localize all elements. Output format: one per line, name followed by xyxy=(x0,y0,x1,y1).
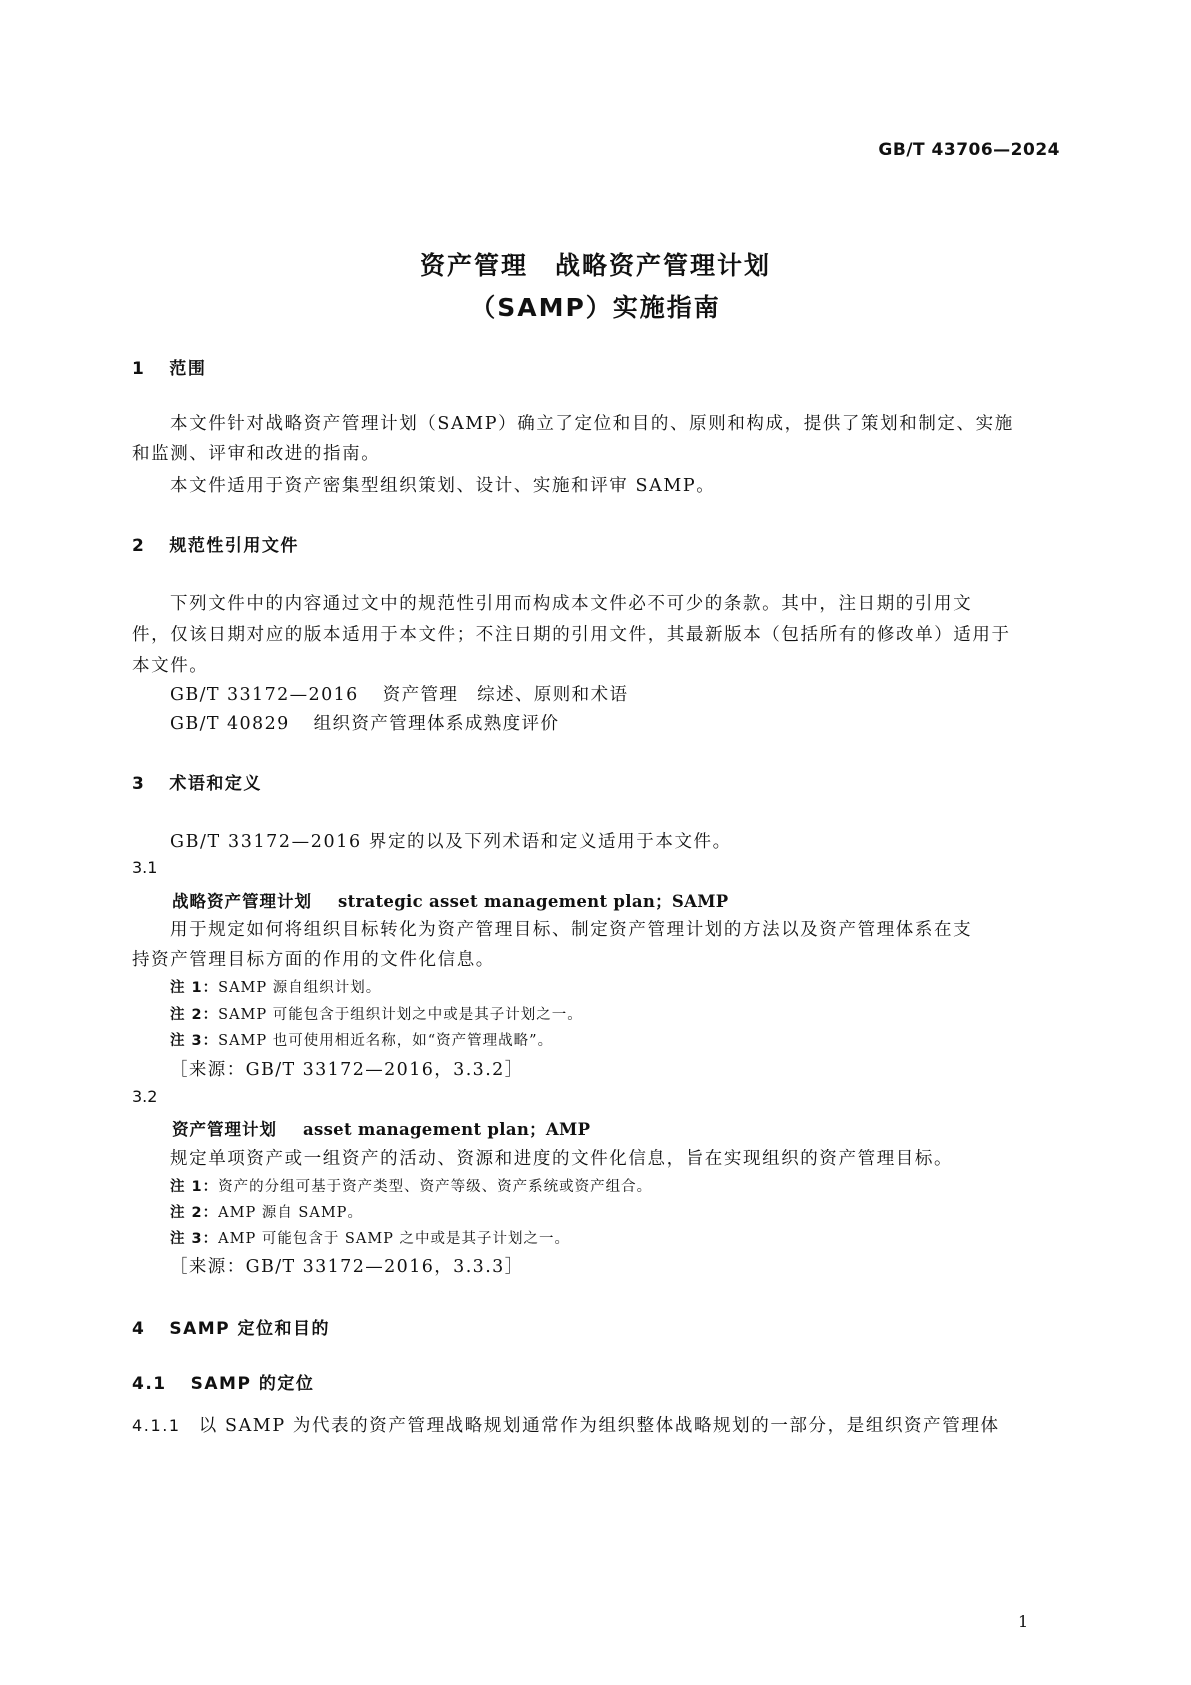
paragraph: 本文件。 xyxy=(132,656,209,676)
term-number: 3.1 xyxy=(132,858,158,877)
reference-code: GB/T 40829 xyxy=(170,714,290,734)
section-4-heading xyxy=(132,1314,330,1339)
normative-reference xyxy=(170,710,559,735)
term-entry xyxy=(172,1116,590,1140)
section-1-heading xyxy=(132,354,206,379)
term-english: asset management plan；AMP xyxy=(303,1120,591,1139)
term-number: 3.2 xyxy=(132,1087,158,1106)
note-label: 注 3： xyxy=(170,1231,219,1247)
note-text: SAMP 可能包含于组织计划之中或是其子计划之一。 xyxy=(218,1007,583,1023)
paragraph: GB/T 33172—2016 界定的以及下列术语和定义适用于本文件。 xyxy=(170,832,732,852)
subsection-4-1-heading xyxy=(132,1369,314,1394)
section-title: 术语和定义 xyxy=(169,774,262,794)
section-number: 4 xyxy=(132,1319,146,1339)
paragraph: 本文件针对战略资产管理计划（SAMP）确立了定位和目的、原则和构成，提供了策划和制定、实施 xyxy=(170,414,1014,434)
definition: 用于规定如何将组织目标转化为资产管理目标、制定资产管理计划的方法以及资产管理体系在支 xyxy=(170,920,973,940)
note-label: 注 1： xyxy=(170,980,219,996)
source-citation: ［来源：GB/T 33172—2016，3.3.2］ xyxy=(170,1060,524,1080)
standard-code: GB/T 43706—2024 xyxy=(878,140,1060,160)
definition: 持资产管理目标方面的作用的文件化信息。 xyxy=(132,950,495,970)
term-entry xyxy=(172,888,729,912)
normative-reference xyxy=(170,681,628,706)
note-text: SAMP 源自组织计划。 xyxy=(218,980,382,996)
section-title: 范围 xyxy=(169,359,207,379)
term-chinese: 资产管理计划 xyxy=(172,1120,277,1139)
note xyxy=(170,976,381,997)
source-citation: ［来源：GB/T 33172—2016，3.3.3］ xyxy=(170,1257,524,1277)
reference-code: GB/T 33172—2016 xyxy=(170,685,359,705)
term-english: strategic asset management plan；SAMP xyxy=(338,892,729,911)
note-label: 注 2： xyxy=(170,1205,219,1221)
paragraph: 本文件适用于资产密集型组织策划、设计、实施和评审 SAMP。 xyxy=(170,476,716,496)
clause-text: 以 SAMP 为代表的资产管理战略规划通常作为组织整体战略规划的一部分，是组织资产管理体 xyxy=(198,1416,1000,1436)
section-title: SAMP 定位和目的 xyxy=(169,1319,331,1339)
page-number: 1 xyxy=(1018,1612,1029,1631)
section-title: 规范性引用文件 xyxy=(169,536,299,556)
reference-title: 组织资产管理体系成熟度评价 xyxy=(313,714,560,734)
note-label: 注 1： xyxy=(170,1179,219,1195)
note-text: SAMP 也可使用相近名称，如“资产管理战略”。 xyxy=(218,1033,554,1049)
note xyxy=(170,1175,652,1196)
section-number: 3 xyxy=(132,774,146,794)
definition: 规定单项资产或一组资产的活动、资源和进度的文件化信息，旨在实现组织的资产管理目标。 xyxy=(170,1149,954,1169)
note-text: 资产的分组可基于资产类型、资产等级、资产系统或资产组合。 xyxy=(218,1179,653,1195)
subsection-title: SAMP 的定位 xyxy=(190,1374,315,1394)
section-number: 1 xyxy=(132,359,146,379)
section-number: 2 xyxy=(132,536,146,556)
note xyxy=(170,1227,570,1248)
note xyxy=(170,1029,553,1050)
paragraph: 下列文件中的内容通过文中的规范性引用而构成本文件必不可少的条款。其中，注日期的引用文 xyxy=(170,594,973,614)
note-text: AMP 源自 SAMP。 xyxy=(218,1205,363,1221)
note xyxy=(170,1003,583,1024)
subsection-number: 4.1 xyxy=(132,1374,167,1394)
reference-title: 资产管理 综述、原则和术语 xyxy=(382,685,629,705)
section-3-heading xyxy=(132,769,262,794)
note-label: 注 3： xyxy=(170,1033,219,1049)
note-text: AMP 可能包含于 SAMP 之中或是其子计划之一。 xyxy=(218,1231,571,1247)
clause-number: 4.1.1 xyxy=(132,1416,181,1435)
note-label: 注 2： xyxy=(170,1007,219,1023)
paragraph: 和监测、评审和改进的指南。 xyxy=(132,444,381,464)
term-chinese: 战略资产管理计划 xyxy=(172,892,312,911)
section-2-heading xyxy=(132,531,299,556)
paragraph: 件，仅该日期对应的版本适用于本文件；不注日期的引用文件，其最新版本（包括所有的修改单）适用于 xyxy=(132,625,1011,645)
document-title-line-1: 资产管理 战略资产管理计划 xyxy=(419,251,771,280)
clause-4-1-1 xyxy=(132,1412,1000,1437)
document-title-line-2: （SAMP）实施指南 xyxy=(470,293,721,322)
note xyxy=(170,1201,363,1222)
